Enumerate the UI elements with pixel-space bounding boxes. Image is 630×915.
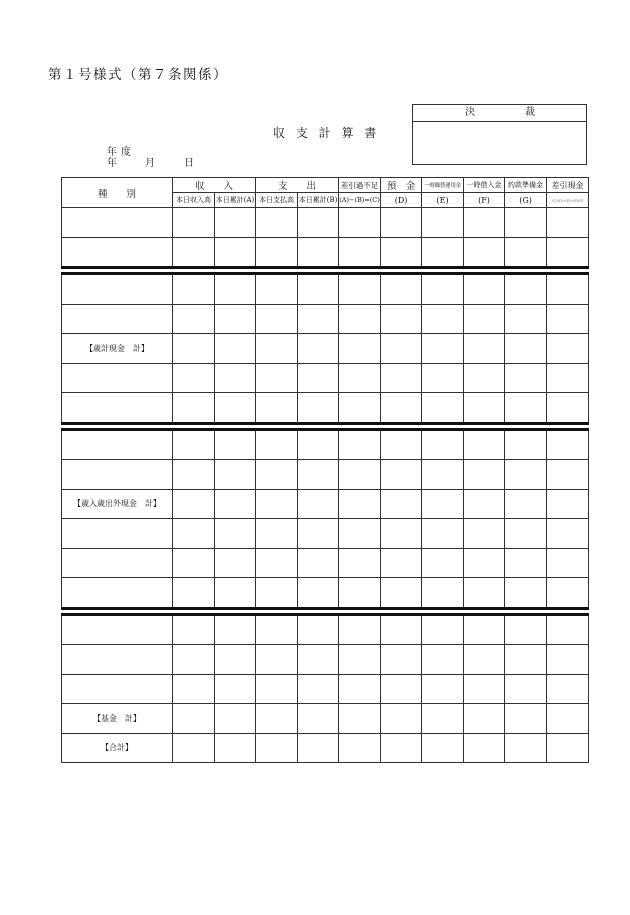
amount-cell[interactable]: [505, 334, 547, 364]
amount-cell[interactable]: [464, 429, 505, 460]
table-row: [62, 733, 589, 763]
kind-cell[interactable]: [62, 208, 173, 238]
table-row: [62, 614, 589, 645]
amount-cell[interactable]: [173, 704, 215, 734]
table-row: [62, 274, 589, 305]
expense-today-header: 本日支払高: [256, 193, 298, 208]
amount-cell[interactable]: [464, 733, 505, 763]
amount-cell[interactable]: [256, 704, 298, 734]
amount-cell[interactable]: [464, 460, 505, 490]
amount-cell[interactable]: [422, 704, 464, 734]
approval-label-right: 裁: [525, 107, 535, 118]
amount-cell[interactable]: [505, 363, 547, 393]
amount-cell[interactable]: [381, 237, 422, 268]
table-row: [62, 393, 589, 424]
income-header: 収 入: [173, 178, 256, 193]
amount-cell[interactable]: [173, 429, 215, 460]
amount-cell[interactable]: [339, 614, 381, 645]
amount-cell[interactable]: [256, 334, 298, 364]
amount-cell[interactable]: [298, 363, 339, 393]
amount-cell[interactable]: [339, 519, 381, 549]
amount-cell[interactable]: [422, 334, 464, 364]
amount-cell[interactable]: [422, 460, 464, 490]
amount-cell[interactable]: [505, 237, 547, 268]
temp-loan-header: 一時借入金: [464, 178, 505, 193]
amount-cell[interactable]: [173, 393, 215, 424]
amount-cell[interactable]: [215, 645, 256, 675]
amount-cell[interactable]: [256, 208, 298, 238]
amount-cell[interactable]: [173, 548, 215, 578]
amount-cell[interactable]: [505, 393, 547, 424]
amount-cell[interactable]: [173, 674, 215, 704]
amount-cell[interactable]: [298, 733, 339, 763]
amount-cell[interactable]: [215, 733, 256, 763]
amount-cell[interactable]: [215, 614, 256, 645]
amount-cell[interactable]: [381, 645, 422, 675]
amount-cell[interactable]: [215, 460, 256, 490]
amount-cell[interactable]: [173, 334, 215, 364]
amount-cell[interactable]: [381, 460, 422, 490]
amount-cell[interactable]: [339, 334, 381, 364]
amount-cell[interactable]: [215, 208, 256, 238]
amount-cell[interactable]: [256, 548, 298, 578]
amount-cell[interactable]: [339, 393, 381, 424]
fiscal-year-label: 度: [121, 147, 131, 158]
amount-cell[interactable]: [381, 704, 422, 734]
amount-cell[interactable]: [464, 704, 505, 734]
amount-cell[interactable]: [505, 274, 547, 305]
amount-cell[interactable]: [339, 489, 381, 519]
amount-cell[interactable]: [547, 429, 589, 460]
amount-cell[interactable]: [256, 237, 298, 268]
amount-cell[interactable]: [339, 460, 381, 490]
kind-cell[interactable]: [62, 363, 173, 393]
table-row: [62, 519, 589, 549]
amount-cell[interactable]: [505, 674, 547, 704]
amount-cell[interactable]: [422, 489, 464, 519]
balance-header: 差引過不足: [339, 178, 381, 193]
amount-cell[interactable]: [215, 334, 256, 364]
amount-cell[interactable]: [298, 460, 339, 490]
table-row: [62, 208, 589, 238]
amount-cell[interactable]: [298, 393, 339, 424]
table-row: [62, 548, 589, 578]
income-today-header: 本日収入高: [173, 193, 215, 208]
amount-cell[interactable]: [256, 519, 298, 549]
amount-cell[interactable]: [381, 519, 422, 549]
amount-cell[interactable]: [173, 237, 215, 268]
kind-cell[interactable]: [62, 519, 173, 549]
amount-cell[interactable]: [298, 429, 339, 460]
amount-cell[interactable]: [298, 704, 339, 734]
amount-cell[interactable]: [422, 645, 464, 675]
amount-cell[interactable]: [464, 578, 505, 609]
table-row: [62, 704, 589, 734]
table-row: [62, 489, 589, 519]
amount-cell[interactable]: [547, 548, 589, 578]
amount-cell[interactable]: [464, 208, 505, 238]
amount-cell[interactable]: [298, 578, 339, 609]
kind-cell[interactable]: [62, 614, 173, 645]
amount-cell[interactable]: [215, 578, 256, 609]
kind-cell[interactable]: [62, 548, 173, 578]
kind-cell[interactable]: [62, 237, 173, 268]
amount-cell[interactable]: [298, 645, 339, 675]
amount-cell[interactable]: [339, 645, 381, 675]
amount-cell[interactable]: [547, 519, 589, 549]
table-row: [62, 674, 589, 704]
amount-cell[interactable]: [215, 704, 256, 734]
kind-cell[interactable]: 【歳入歳出外現金 計】: [62, 489, 173, 519]
amount-cell[interactable]: [381, 393, 422, 424]
table-row: [62, 237, 589, 268]
kind-cell[interactable]: [62, 460, 173, 490]
amount-cell[interactable]: [381, 578, 422, 609]
kind-cell[interactable]: [62, 429, 173, 460]
amount-cell[interactable]: [298, 548, 339, 578]
amount-cell[interactable]: [298, 334, 339, 364]
amount-cell[interactable]: [256, 674, 298, 704]
amount-cell[interactable]: [464, 674, 505, 704]
amount-cell[interactable]: [547, 363, 589, 393]
amount-cell[interactable]: [547, 614, 589, 645]
header-row-1: [62, 178, 589, 193]
amount-cell[interactable]: [422, 578, 464, 609]
date-month: 月: [145, 158, 155, 169]
amount-cell[interactable]: [422, 237, 464, 268]
temp-transfer-header: 一時繰替運用金: [422, 178, 464, 193]
amount-cell[interactable]: [547, 674, 589, 704]
amount-cell[interactable]: [298, 237, 339, 268]
amount-cell[interactable]: [422, 519, 464, 549]
amount-cell[interactable]: [339, 578, 381, 609]
amount-cell[interactable]: [422, 429, 464, 460]
amount-cell[interactable]: [173, 519, 215, 549]
deposit-code: (D): [381, 193, 422, 208]
amount-cell[interactable]: [464, 237, 505, 268]
amount-cell[interactable]: [547, 733, 589, 763]
amount-cell[interactable]: [381, 208, 422, 238]
amount-cell[interactable]: [422, 733, 464, 763]
kind-cell[interactable]: 【基金 計】: [62, 704, 173, 734]
table-row: [62, 429, 589, 460]
amount-cell[interactable]: [381, 548, 422, 578]
amount-cell[interactable]: [339, 304, 381, 334]
amount-cell[interactable]: [173, 208, 215, 238]
amount-cell[interactable]: [173, 489, 215, 519]
kind-cell[interactable]: [62, 274, 173, 305]
amount-cell[interactable]: [464, 363, 505, 393]
amount-cell[interactable]: [381, 674, 422, 704]
amount-cell[interactable]: [173, 614, 215, 645]
amount-cell[interactable]: [422, 393, 464, 424]
amount-cell[interactable]: [547, 704, 589, 734]
amount-cell[interactable]: [547, 460, 589, 490]
amount-cell[interactable]: [547, 237, 589, 268]
amount-cell[interactable]: [422, 363, 464, 393]
table-row: [62, 363, 589, 393]
amount-cell[interactable]: [464, 489, 505, 519]
amount-cell[interactable]: [215, 237, 256, 268]
amount-cell[interactable]: [339, 237, 381, 268]
amount-cell[interactable]: [256, 733, 298, 763]
amount-cell[interactable]: [298, 489, 339, 519]
amount-cell[interactable]: [298, 274, 339, 305]
amount-cell[interactable]: [381, 429, 422, 460]
amount-cell[interactable]: [339, 674, 381, 704]
amount-cell[interactable]: [547, 334, 589, 364]
amount-cell[interactable]: [215, 548, 256, 578]
amount-cell[interactable]: [215, 304, 256, 334]
amount-cell[interactable]: [215, 489, 256, 519]
amount-cell[interactable]: [339, 274, 381, 305]
amount-cell[interactable]: [339, 733, 381, 763]
amount-cell[interactable]: [173, 645, 215, 675]
kind-cell[interactable]: [62, 304, 173, 334]
amount-cell[interactable]: [173, 363, 215, 393]
amount-cell[interactable]: [547, 208, 589, 238]
amount-cell[interactable]: [215, 363, 256, 393]
amount-cell[interactable]: [215, 429, 256, 460]
form-number: 第１号様式（第７条関係）: [48, 67, 228, 83]
amount-cell[interactable]: [256, 489, 298, 519]
balance-sheet-table: [61, 177, 589, 763]
expense-header: 支 出: [256, 178, 339, 193]
amount-cell[interactable]: [464, 334, 505, 364]
amount-cell[interactable]: [173, 578, 215, 609]
amount-cell[interactable]: [547, 489, 589, 519]
approval-header: [413, 105, 586, 122]
amount-cell[interactable]: [215, 393, 256, 424]
amount-cell[interactable]: [339, 548, 381, 578]
amount-cell[interactable]: [256, 429, 298, 460]
amount-cell[interactable]: [173, 304, 215, 334]
amount-cell[interactable]: [298, 519, 339, 549]
amount-cell[interactable]: [215, 674, 256, 704]
kind-cell[interactable]: 【合計】: [62, 733, 173, 763]
date-year: 年: [107, 158, 117, 169]
net-cash-header: 差引現金: [547, 178, 589, 193]
fiscal-year-year: 年: [107, 147, 117, 158]
amount-cell[interactable]: [173, 733, 215, 763]
kind-cell[interactable]: 【歳計現金 計】: [62, 334, 173, 364]
expense-cumulative-header: 本日累計(B): [298, 193, 339, 208]
amount-cell[interactable]: [256, 614, 298, 645]
amount-cell[interactable]: [547, 578, 589, 609]
amount-cell[interactable]: [422, 304, 464, 334]
amount-cell[interactable]: [505, 578, 547, 609]
amount-cell[interactable]: [381, 614, 422, 645]
amount-cell[interactable]: [215, 274, 256, 305]
amount-cell[interactable]: [256, 304, 298, 334]
amount-cell[interactable]: [505, 733, 547, 763]
amount-cell[interactable]: [547, 393, 589, 424]
amount-cell[interactable]: [215, 519, 256, 549]
amount-cell[interactable]: [464, 519, 505, 549]
amount-cell[interactable]: [256, 274, 298, 305]
amount-cell[interactable]: [298, 674, 339, 704]
amount-cell[interactable]: [505, 645, 547, 675]
amount-cell[interactable]: [381, 363, 422, 393]
amount-cell[interactable]: [256, 645, 298, 675]
approval-label-left: 決: [465, 107, 475, 118]
amount-cell[interactable]: [256, 393, 298, 424]
table-row: [62, 578, 589, 609]
approval-box: [412, 104, 587, 165]
table-row: [62, 645, 589, 675]
amount-cell[interactable]: [464, 548, 505, 578]
amount-cell[interactable]: [173, 460, 215, 490]
reserve-code: (G): [505, 193, 547, 208]
amount-cell[interactable]: [256, 460, 298, 490]
amount-cell[interactable]: [381, 274, 422, 305]
amount-cell[interactable]: [422, 274, 464, 305]
temp-transfer-code: (E): [422, 193, 464, 208]
net-cash-formula: (C)-(D)+(E)+(F)-(G): [547, 193, 589, 208]
balance-formula: (A)−(B)=(C): [339, 193, 381, 208]
income-cumulative-header: 本日累計(A): [215, 193, 256, 208]
amount-cell[interactable]: [505, 548, 547, 578]
amount-cell[interactable]: [381, 733, 422, 763]
amount-cell[interactable]: [298, 208, 339, 238]
reserve-header: 約款準備金: [505, 178, 547, 193]
amount-cell[interactable]: [339, 363, 381, 393]
amount-cell[interactable]: [381, 304, 422, 334]
table-row: [62, 304, 589, 334]
deposit-header: 預 金: [381, 178, 422, 193]
kind-cell[interactable]: [62, 674, 173, 704]
date-day: 日: [184, 158, 194, 169]
amount-cell[interactable]: [464, 304, 505, 334]
amount-cell[interactable]: [464, 614, 505, 645]
amount-cell[interactable]: [422, 614, 464, 645]
amount-cell[interactable]: [505, 304, 547, 334]
table-row: [62, 460, 589, 490]
amount-cell[interactable]: [339, 704, 381, 734]
amount-cell[interactable]: [381, 489, 422, 519]
amount-cell[interactable]: [505, 704, 547, 734]
amount-cell[interactable]: [547, 645, 589, 675]
amount-cell[interactable]: [339, 429, 381, 460]
amount-cell[interactable]: [547, 304, 589, 334]
amount-cell[interactable]: [256, 363, 298, 393]
amount-cell[interactable]: [256, 578, 298, 609]
temp-loan-code: (F): [464, 193, 505, 208]
amount-cell[interactable]: [547, 274, 589, 305]
kind-cell[interactable]: [62, 645, 173, 675]
amount-cell[interactable]: [464, 645, 505, 675]
amount-cell[interactable]: [422, 548, 464, 578]
amount-cell[interactable]: [422, 208, 464, 238]
document-title: 収 支 計 算 書: [273, 126, 377, 140]
kind-cell[interactable]: [62, 393, 173, 424]
amount-cell[interactable]: [173, 274, 215, 305]
amount-cell[interactable]: [505, 208, 547, 238]
amount-cell[interactable]: [298, 304, 339, 334]
amount-cell[interactable]: [505, 614, 547, 645]
amount-cell[interactable]: [505, 519, 547, 549]
kind-cell[interactable]: [62, 578, 173, 609]
amount-cell[interactable]: [505, 429, 547, 460]
amount-cell[interactable]: [505, 460, 547, 490]
kind-header: 種 別: [62, 178, 173, 208]
amount-cell[interactable]: [381, 334, 422, 364]
amount-cell[interactable]: [464, 393, 505, 424]
amount-cell[interactable]: [422, 674, 464, 704]
amount-cell[interactable]: [505, 489, 547, 519]
amount-cell[interactable]: [298, 614, 339, 645]
amount-cell[interactable]: [339, 208, 381, 238]
amount-cell[interactable]: [464, 274, 505, 305]
table-row: [62, 334, 589, 364]
